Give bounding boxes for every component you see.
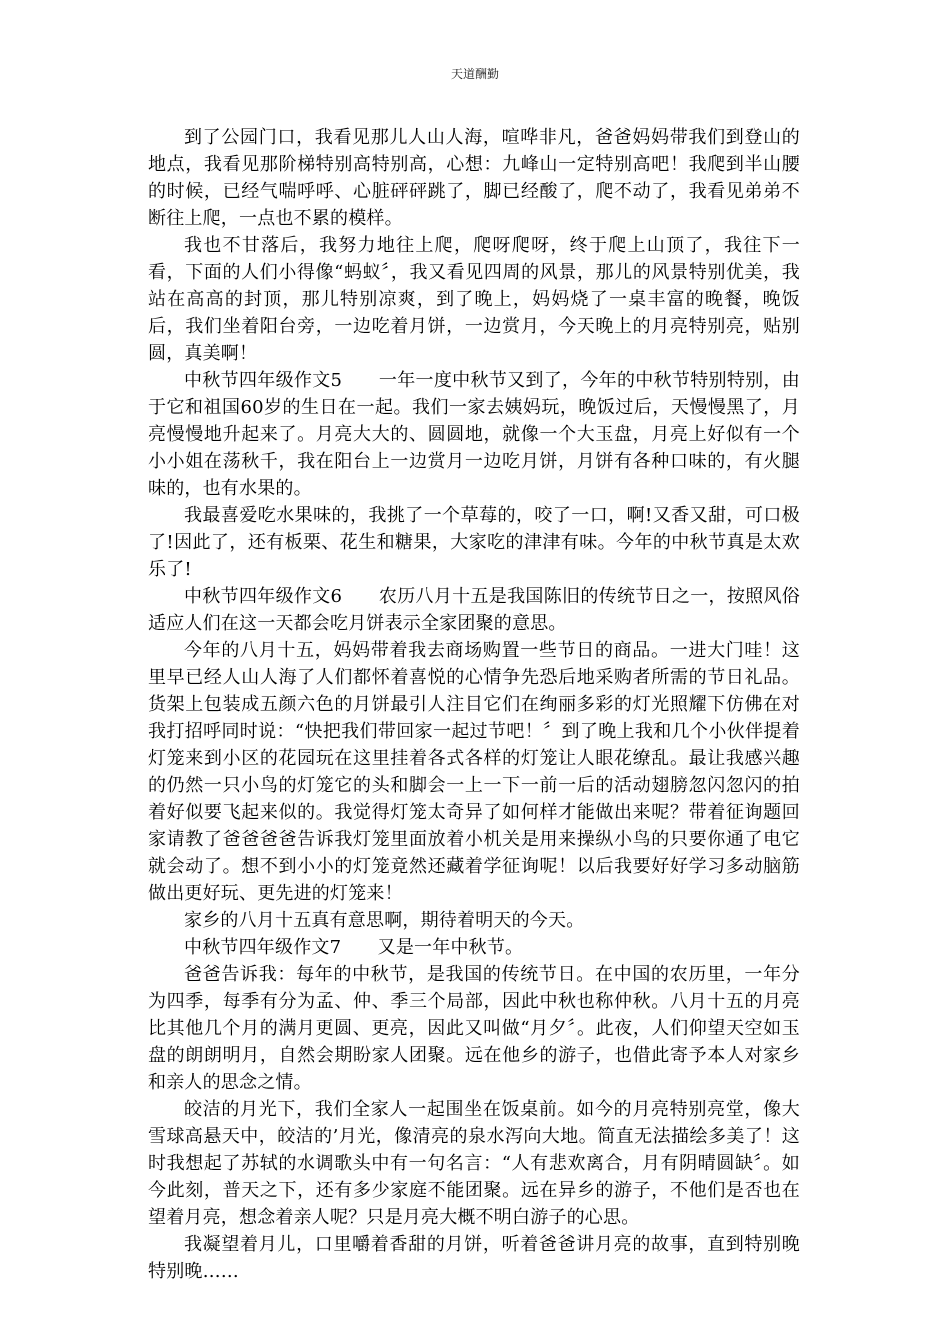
- paragraph-8: 中秋节四年级作文7 又是一年中秋节。: [184, 937, 524, 958]
- paragraph-7: 家乡的八月十五真有意思啊，期待着明天的今天。: [184, 910, 585, 931]
- paragraph-4: 我最喜爱吃水果味的，我挑了一个草莓的，咬了一口，啊!又香又甜，可口极了!因此了，还有板栗、花生和糖果，大家吃的津津有味。今年的中秋节真是太欢乐了!: [148, 505, 800, 580]
- paragraph-10: 皎洁的月光下，我们全家人一起围坐在饭桌前。如今的月亮特别亮堂，像大雪球高悬天中，皎洁的’月光，像清亮的泉水泻向大地。简直无法描绘多美了！这时我想起了苏轼的水调歌头中有一句名言：“人有悲欢离合，月有阴晴圆缺〞。如今此刻，普天之下，还有多少家庭不能团聚。远在异乡的游子，不他们是否也在望着月亮，想念着亲人呢？只是月亮大概不明白游子的心思。: [148, 1099, 800, 1228]
- paragraph-3: 中秋节四年级作文5 一年一度中秋节又到了，今年的中秋节特别特别，由于它和祖国60岁的生日在一起。我们一家去姨妈玩，晚饭过后，天慢慢黑了，月亮慢慢地升起来了。月亮大大的、圆圆地，就像一个大玉盘，月亮上好似有一个小小姐在荡秋千，我在阳台上一边赏月一边吃月饼，月饼有各种口味的，有火腿味的，也有水果的。: [148, 370, 800, 499]
- paragraph-5: 中秋节四年级作文6 农历八月十五是我国陈旧的传统节日之一，按照风俗适应人们在这一天都会吃月饼表示全家团聚的意思。: [148, 586, 800, 634]
- paragraph-9: 爸爸告诉我：每年的中秋节，是我国的传统节日。在中国的农历里，一年分为四季，每季有分为孟、仲、季三个局部，因此中秋也称仲秋。八月十五的月亮比其他几个月的满月更圆、更亮，因此又叫做“月夕〞。此夜，人们仰望天空如玉盘的朗朗明月，自然会期盼家人团聚。远在他乡的游子，也借此寄予本人对家乡和亲人的思念之情。: [148, 964, 800, 1093]
- paragraph-2: 我也不甘落后，我努力地往上爬，爬呀爬呀，终于爬上山顶了，我往下一看，下面的人们小得像“蚂蚁〞，我又看见四周的风景，那儿的风景特别优美，我站在高高的封顶，那儿特别凉爽，到了晚上，妈妈烧了一桌丰富的晚餐，晚饭后，我们坐着阳台旁，一边吃着月饼，一边赏月，今天晚上的月亮特别亮，贴别圆，真美啊！: [148, 235, 800, 364]
- page-header: 天道酬勤: [450, 67, 499, 81]
- paragraph-1: 到了公园门口，我看见那儿人山人海，喧哗非凡，爸爸妈妈带我们到登山的地点，我看见那阶梯特别高特别高，心想：九峰山一定特别高吧！我爬到半山腰的时候，已经气喘呼呼、心脏砰砰跳了，脚已经酸了，爬不动了，我看见弟弟不断往上爬，一点也不累的模样。: [148, 127, 800, 229]
- document-body: [148, 124, 800, 1285]
- paragraph-11: 我凝望着月儿，口里嚼着香甜的月饼，听着爸爸讲月亮的故事，直到特别晚特别晚……: [148, 1234, 800, 1282]
- paragraph-6: 今年的八月十五，妈妈带着我去商场购置一些节日的商品。一进大门哇！这里早已经人山人海了人们都怀着喜悦的心情争先恐后地采购者所需的节日礼品。货架上包装成五颜六色的月饼最引人注目它们在绚丽多彩的灯光照耀下仿佛在对我打招呼同时说：“快把我们带回家一起过节吧！〞到了晚上我和几个小伙伴提着灯笼来到小区的花园玩在这里挂着各式各样的灯笼让人眼花缭乱。最让我感兴趣的仍然一只小鸟的灯笼它的头和脚会一上一下一前一后的活动翅膀忽闪忽闪的拍着好似要飞起来似的。我觉得灯笼太奇异了如何样才能做出来呢？带着征询题回家请教了爸爸爸爸告诉我灯笼里面放着小机关是用来操纵小鸟的只要你通了电它就会动了。想不到小小的灯笼竟然还藏着学征询呢！以后我要好好学习多动脑筋做出更好玩、更先进的灯笼来！: [148, 640, 800, 904]
